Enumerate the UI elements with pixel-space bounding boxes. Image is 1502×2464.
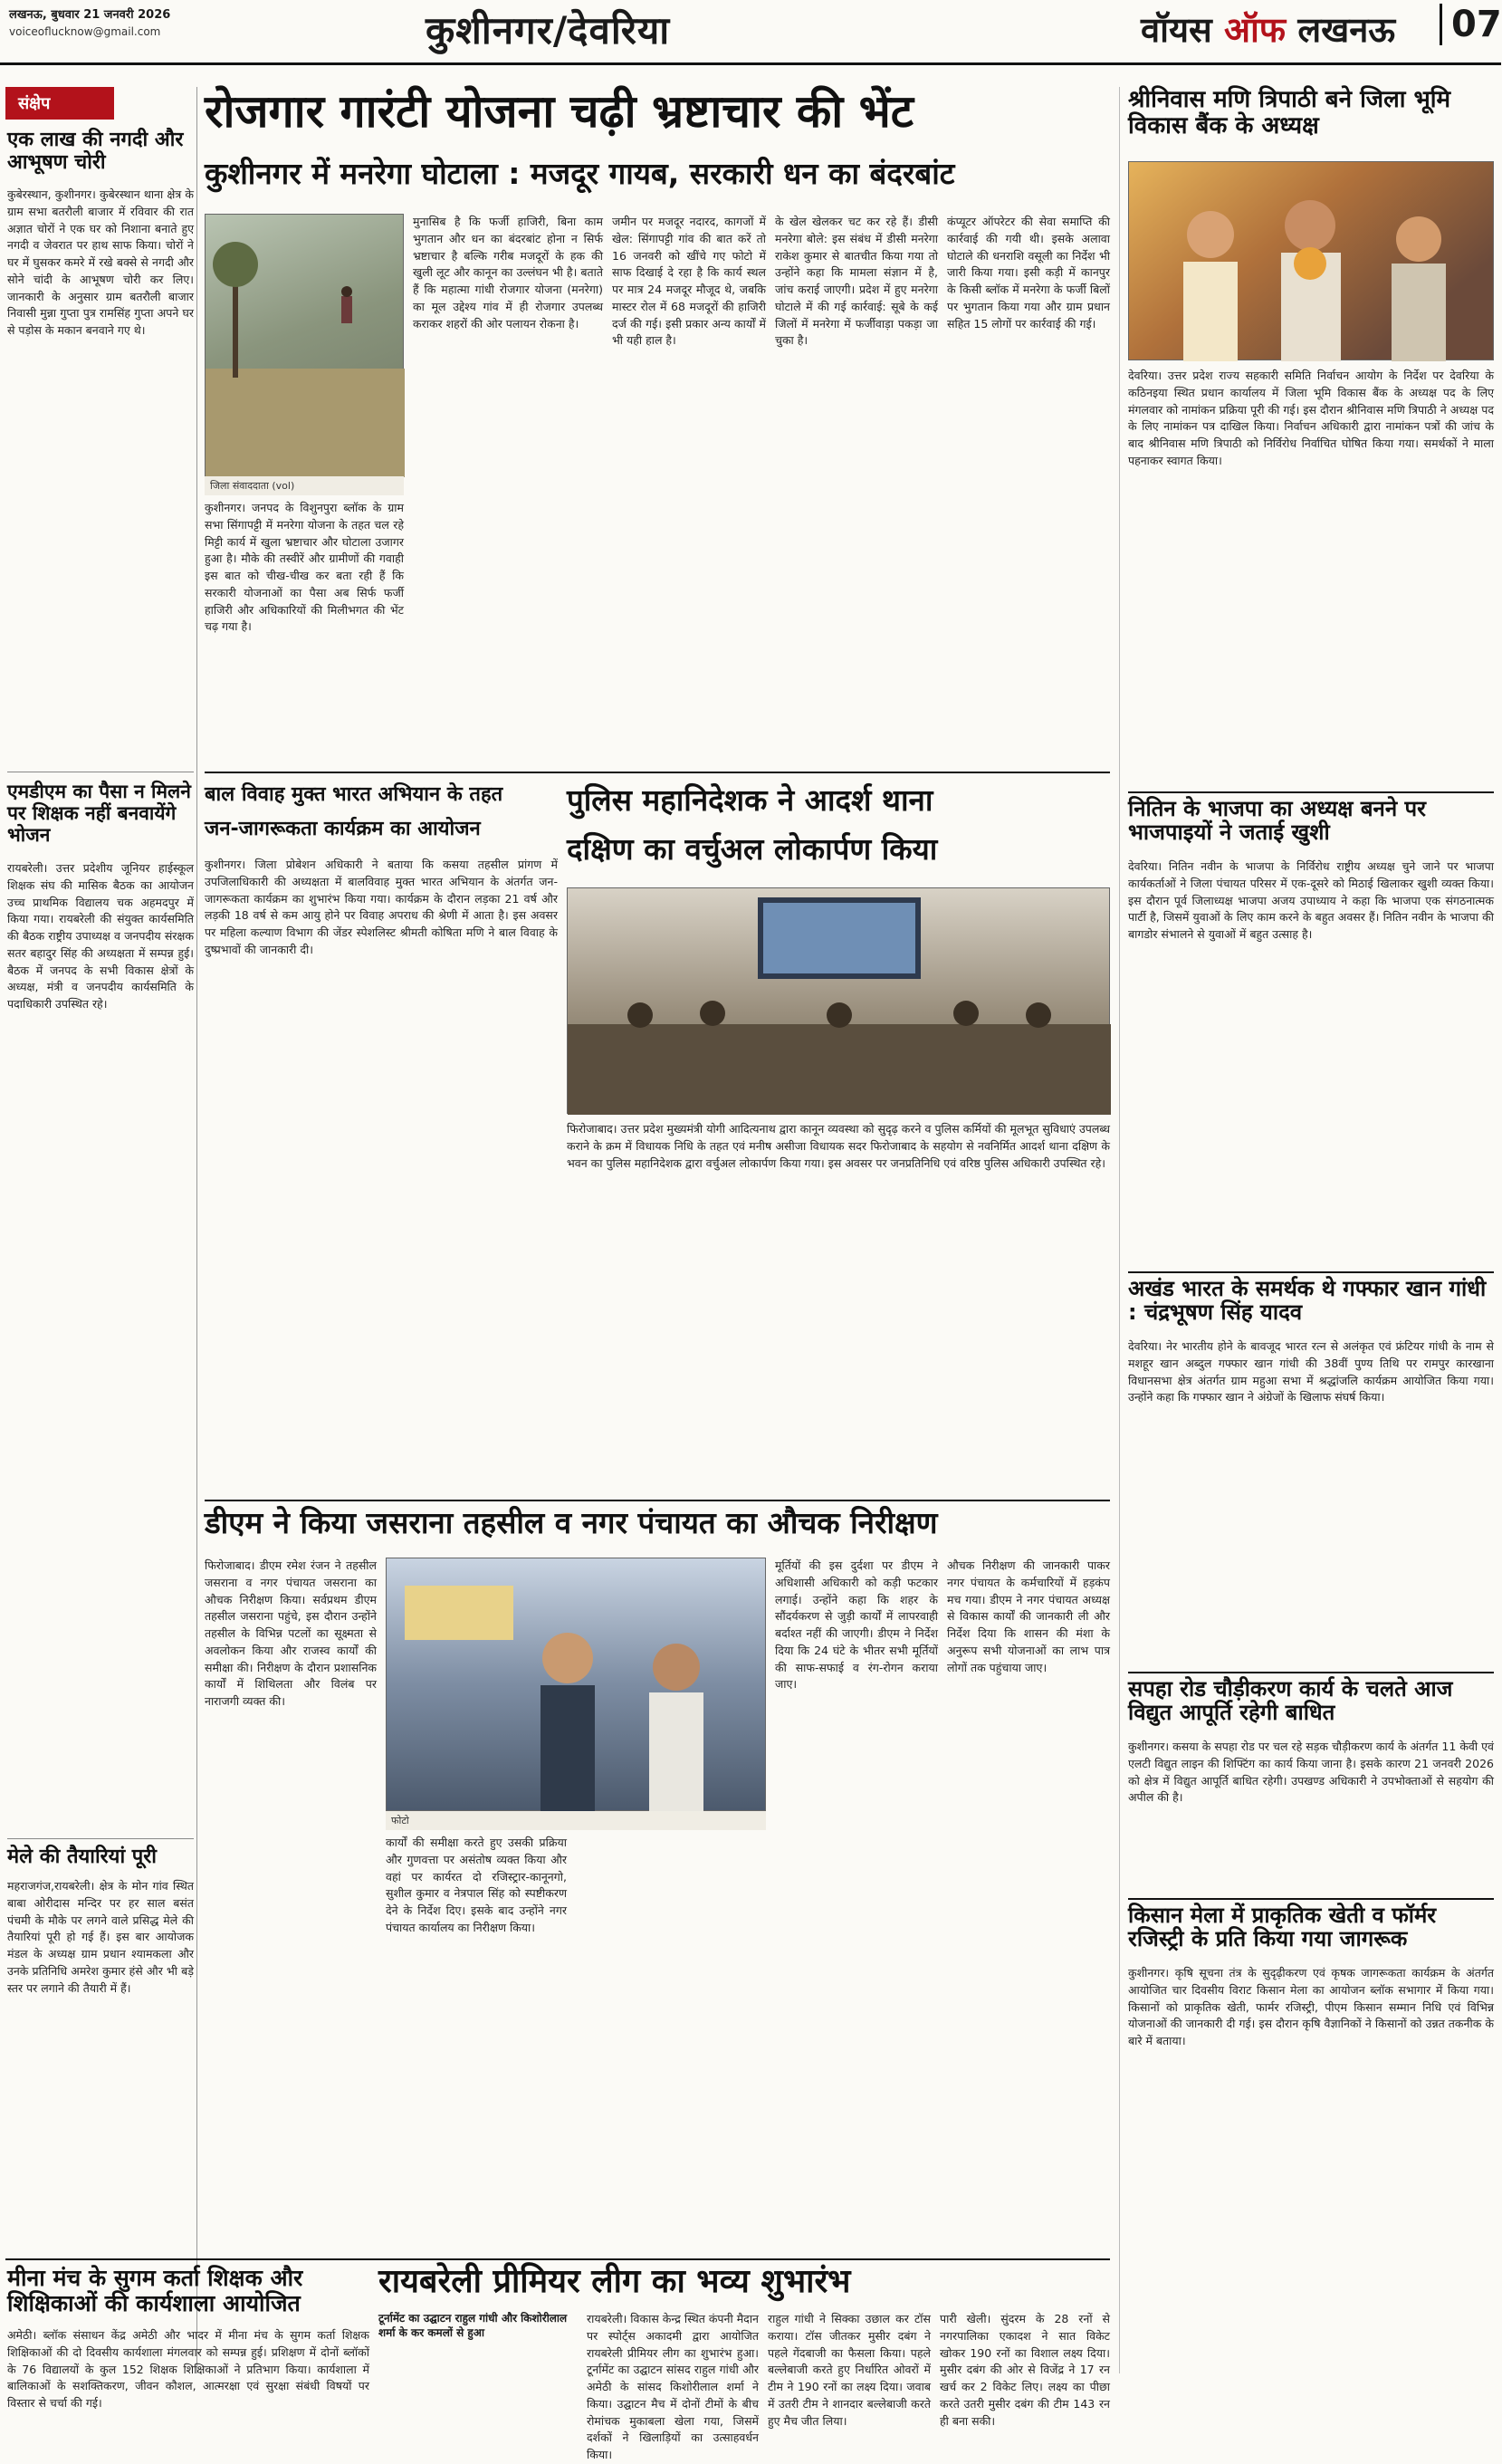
divider	[7, 1838, 194, 1839]
issue-date: लखनऊ, बुधवार 21 जनवरी 2026	[9, 8, 171, 22]
inspection-photo	[387, 1558, 767, 1812]
contact-email[interactable]: voiceoflucknow@gmail.com	[9, 25, 161, 38]
child-marriage-headline-2: जन-जागरूकता कार्यक्रम का आयोजन	[205, 818, 481, 840]
lead-photo	[205, 214, 404, 476]
league-headline: रायबरेली प्रीमियर लीग का भव्य शुभारंभ	[378, 2263, 851, 2300]
section-rule	[205, 772, 1110, 773]
brief-2-title: एमडीएम का पैसा न मिलने पर शिक्षक नहीं बनवायेंगे भोजन	[7, 781, 191, 847]
lead-col-3: जमीन पर मजदूर नदारद, कागजों में खेल: सिंगापट्टी गांव की बात करें तो 16 जनवरी को खींचे गए फोटो में साफ दिखाई दे रहा है कि कार्य स्थल पर मात्र 24 मजदूर मौजूद थे, जबकि मास्टर रोल में 68 मजदूरों की हाजिरी दर्ज की गई। इसी प्रकार अन्य कार्यों में भी यही हाल है।	[612, 215, 766, 348]
divider	[1128, 1898, 1494, 1900]
brief-1-body: कुबेरस्थान, कुशीनगर। कुबेरस्थान थाना क्षेत्र के ग्राम सभा बतरौली बाजार में रविवार की रात अज्ञात चोरों ने एक घर को निशाना बनाते हुए नगदी व जेवरात पर हाथ साफ किया। चोरों ने घर में घुसकर कमरे में रखे बक्से से नगदी और सोने चांदी के आभूषण चोरी कर लिए। जानकारी के अनुसार ग्राम बतरौली बाजार निवासी मुन्ना गुप्ता पुत्र रामसिंह गुप्ता अपने घर से पड़ोस के मकान बनवाने गए थे।	[7, 187, 194, 337]
divider	[1128, 1271, 1494, 1273]
police-event-photo	[567, 887, 1110, 1114]
child-marriage-body: कुशीनगर। जिला प्रोबेशन अधिकारी ने बताया कि कसया तहसील प्रांगण में उपजिलाधिकारी की अध्यक्षता में बालविवाह मुक्त भारत अभियान के अंतर्गत जन-जागरूकता कार्यक्रम का शुभारंभ किया गया। कार्यक्रम के दौरान लड़का 21 वर्ष और लड़की 18 वर्ष से कम आयु होने पर विवाह अपराध की श्रेणी में आता है। इस अवसर पर महिला कल्याण विभाग की जेंडर स्पेशलिस्ट श्रीमती कोषिता मणि ने बाल विवाह के दुष्प्रभावों की जानकारी दी।	[205, 858, 558, 956]
brief-2-body: रायबरेली। उत्तर प्रदेशीय जूनियर हाईस्कूल शिक्षक संघ की मासिक बैठक का आयोजन उच्च प्राथमिक विद्यालय चक अहमदपुर में किया गया। रायबरेली की संयुक्त कार्यसमिति की बैठक राष्ट्रीय उपाध्यक्ष व जनपदीय संरक्षक सतर बहादुर सिंह की अध्यक्षता में सम्पन्न हुई। बैठक में जनपद के सभी विकास क्षेत्रों के अध्यक्ष, मंत्री व जनपदीय कार्यसमिति के पदाधिकारी उपस्थित रहे।	[7, 861, 194, 1011]
page-number: 07	[1440, 4, 1502, 45]
section-rule	[5, 2258, 1110, 2260]
right-top-photo	[1128, 161, 1494, 360]
felicitation-photo	[1129, 162, 1495, 361]
right-top-headline: श्रीनिवास मणि त्रिपाठी बने जिला भूमि विकास बैंक के अध्यक्ष	[1128, 86, 1451, 139]
workshop-body: अमेठी। ब्लॉक संसाधन केंद्र अमेठी और भादर में मीना मंच के सुगम कर्ता शिक्षक शिक्षिकाओं की दो दिवसीय कार्यशाला मंगलवार को सम्पन्न हुई। प्रशिक्षण में दोनों ब्लॉकों के 76 विद्यालयों के कुल 152 शिक्षक शिक्षिकाओं ने प्रतिभाग किया। कार्यशाला में बालिकाओं के सशक्तिकरण, जीवन कौशल, आत्मरक्षा एवं सुरक्षा संबंधी विषयों पर विस्तार से चर्चा की गई।	[7, 2328, 369, 2410]
brand-word-2: ऑफ	[1223, 10, 1287, 50]
right-khan-body: देवरिया। नेर भारतीय होने के बावजूद भारत रत्न से अलंकृत एवं फ्रंटियर गांधी के नाम से मशहूर खान अब्दुल गफ्फार खान गांधी की 38वीं पुण्य तिथि पर रामपुर कारखाना विधानसभा क्षेत्र अंतर्गत ग्राम महुआ सभा में श्रद्धांजलि कार्यक्रम आयोजित किया गया। उन्होंने कहा कि गफ्फार खान ने अंग्रेजों के खिलाफ संघर्ष किया।	[1128, 1339, 1494, 1405]
right-column-divider	[1119, 87, 1120, 2373]
right-kisan-headline: किसान मेला में प्राकृतिक खेती व फॉर्मर रजिस्ट्री के प्रति किया गया जागरूक	[1128, 1903, 1437, 1952]
police-headline-2: दक्षिण का वर्चुअल लोकार्पण किया	[567, 831, 938, 867]
dm-body-2: कार्यों की समीक्षा करते हुए उसकी प्रक्रिया और गुणवत्ता पर असंतोष व्यक्त किया और वहां पर कार्यरत दो रजिस्ट्रार-कानूनगो, सुशील कुमार व नेत्रपाल सिंह को स्पष्टीकरण देने के निर्देश दिए। इसके बाद उन्होंने नगर पंचायत कार्यालय का निरीक्षण किया।	[386, 1836, 567, 1934]
lead-headline: रोजगार गारंटी योजना चढ़ी भ्रष्टाचार की भेंट	[205, 85, 914, 138]
briefs-label: संक्षेप	[5, 87, 114, 120]
league-kicker: टूर्नामेंट का उद्घाटन राहुल गांधी और किशोरीलाल शर्मा के कर कमलों से हुआ	[378, 2312, 568, 2340]
lead-col-5: कंप्यूटर ऑपरेटर की सेवा समाप्ति की कार्रवाई की गयी थी। इसके अलावा घोटाले की धनराशि वसूली का निर्देश भी जारी किया गया। इसी कड़ी में कानपुर के किसी ब्लॉक में मनरेगा के फर्जी बिलाें पर भुगतान किया गया और ग्राम प्रधान सहित 15 लोगों पर कार्रवाई की गई।	[947, 215, 1110, 331]
right-road-headline: सपहा रोड चौड़ीकरण कार्य के चलते आज विद्युत आपूर्ति रहेगी बाधित	[1128, 1676, 1453, 1726]
lead-col-2: मुनासिब है कि फर्जी हाजिरी, बिना काम भुगतान और धन का बंदरबांट होना न सिर्फ भ्रष्टाचार है बल्कि गरीब मजदूरों के हक की खुली लूट और कानून का उल्लंघन भी है। बताते हैं कि महात्मा गांधी रोजगार योजना (मनरेगा) का मूल उद्देश्य गांव में ही रोजगार उपलब्ध कराकर शहरों की ओर पलायन रोकना है।	[413, 215, 603, 331]
police-body: फिरोजाबाद। उत्तर प्रदेश मुख्यमंत्री योगी आदित्यनाथ द्वारा कानून व्यवस्था को सुदृढ़ करने व पुलिस कर्मियों की मूलभूत सुविधाएं उपलब्ध कराने के क्रम में विधायक निधि के तहत एवं मनीष असीजा विधायक सदर फिरोजाबाद के सहयोग से नवनिर्मित आदर्श थाना दक्षिण के भवन का पुलिस महानिदेशक द्वारा वर्चुअल लोकार्पण किया गया। इस अवसर पर जनप्रतिनिधि एवं वरिष्ठ पुलिस अधिकारी उपस्थित रहे।	[567, 1122, 1110, 1170]
league-body-2: राहुल गांधी ने सिक्का उछाल कर टॉस कराया। टॉस जीतकर मुसीर दबंग ने पहले गेंदबाजी का फैसला किया। पहले बल्लेबाजी करते हुए निर्धारित ओवरों में टीम ने 190 रनों का लक्ष्य दिया। जवाब में उतरी टीम ने शानदार बल्लेबाजी करते हुए मैच जीत लिया।	[768, 2312, 931, 2428]
dm-inspection-headline: डीएम ने किया जसराना तहसील व नगर पंचायत का औचक निरीक्षण	[205, 1505, 938, 1540]
right-mid-headline: नितिन के भाजपा का अध्यक्ष बनने पर भाजपाइयों ने जताई खुशी	[1128, 796, 1426, 846]
lead-photo-caption: जिला संवाददाता (vol)	[205, 476, 404, 495]
lead-subhead: कुशीनगर में मनरेगा घोटाला : मजदूर गायब, सरकारी धन का बंदरबांट	[205, 156, 955, 191]
child-marriage-headline-1: बाल विवाह मुक्त भारत अभियान के तहत	[205, 783, 503, 806]
brief-3-title: मेले की तैयारियां पूरी	[7, 1846, 157, 1868]
dm-body-4: औचक निरीक्षण की जानकारी पाकर नगर पंचायत के कर्मचारियों में हड़कंप मच गया। डीएम ने नगर पंचायत अध्यक्ष से विकास कार्यों की जानकारी ली और निर्देश दिया कि शासन की मंशा के अनुरूप सभी योजनाओं का लाभ पात्र लोगों तक पहुंचाया जाए।	[947, 1558, 1110, 1674]
lead-col-4: के खेल खेलकर चट कर रहे हैं। डीसी मनरेगा बोले: इस संबंध में डीसी मनरेगा राकेश कुमार से बातचीत किया गया तो उन्होंने कहा कि मामला संज्ञान में है, जांच कराई जाएगी। प्रदेश में हुए मनरेगा घोटाले में की गई कार्रवाई: सूबे के कई जिलों में मनरेगा में फर्जीवाड़ा पकड़ा जा चुका है।	[775, 215, 938, 348]
brand-word-1: वॉयस	[1141, 10, 1212, 50]
dm-photo	[386, 1558, 766, 1811]
league-body-1: रायबरेली। विकास केन्द्र स्थित कंपनी मैदान पर स्पोर्ट्स अकादमी द्वारा आयोजित रायबरेली प्रीमियर लीग का शुभारंभ हुआ। टूर्नामेंट का उद्घाटन सांसद राहुल गांधी और अमेठी के सांसद किशोरीलाल शर्मा ने किया। उद्घाटन मैच में दोनों टीमों के बीच रोमांचक मुकाबला खेला गया, जिसमें दर्शकों ने खिलाड़ियों का उत्साहवर्धन किया।	[587, 2312, 759, 2461]
divider	[1128, 791, 1494, 793]
brand-word-3: लखनऊ	[1297, 10, 1396, 50]
police-headline-1: पुलिस महानिदेशक ने आदर्श थाना	[567, 782, 933, 818]
section-title: कुशीनगर/देवरिया	[426, 8, 671, 53]
right-road-body: कुशीनगर। कसया के सपहा रोड पर चल रहे सड़क चौड़ीकरण कार्य के अंतर्गत 11 केवी एवं एलटी विद्युत लाइन की शिफ्टिंग का कार्य किया जाना है। इसके कारण 21 जनवरी 2026 को क्षेत्र में विद्युत आपूर्ति बाधित रहेगी। उपखण्ड अधिकारी ने उपभोक्ताओं से सहयोग की अपील की है।	[1128, 1740, 1494, 1805]
dm-body-1: फिरोजाबाद। डीएम रमेश रंजन ने तहसील जसराना व नगर पंचायत जसराना का औचक निरीक्षण किया। सर्वप्रथम डीएम तहसील जसराना पहुंचे, इस दौरान उन्होंने तहसील के विभिन्न पटलों का सूक्ष्मता से अवलोकन किया और राजस्व कार्यों की समीक्षा की। निरीक्षण के दौरान प्रशासनिक कार्यों में शिथिलता और विलंब पर नाराजगी व्यक्त की।	[205, 1558, 377, 1708]
right-khan-headline: अखंड भारत के समर्थक थे गफ्फार खान गांधी : चंद्रभूषण सिंह यादव	[1128, 1276, 1487, 1326]
brief-3-body: महराजगंज,रायबरेली। क्षेत्र के मोन गांव स्थित बाबा ओरीदास मन्दिर पर हर साल बसंत पंचमी के मौके पर लगने वाले प्रसिद्ध मेले की तैयारियां पूरी हो गई हैं। इस बार आयोजक मंडल के अध्यक्ष ग्राम प्रधान श्यामकला और उनके प्रतिनिधि अमरेश कुमार हंसे और भी बड़े स्तर पर लगाने की तैयारी में हैं।	[7, 1879, 194, 1995]
right-mid-body: देवरिया। नितिन नवीन के भाजपा के निर्विरोध राष्ट्रीय अध्यक्ष चुने जाने पर भाजपा कार्यकर्ताओं ने जिला पंचायत परिसर में एक-दूसरे को मिठाई खिलाकर खुशी व्यक्त किया। इस दौरान पूर्व जिलाध्यक्ष भाजपा अजय उपाध्याय ने कहा कि भाजपा एक संगठनात्मक पार्टी है, जिसमें युवाओं के लिए काम करने के बहुत अवसर हैं। नितिन नवीन के भाजपा की बागडोर संभालने से युवाओं में बहुत उत्साह है।	[1128, 859, 1494, 941]
league-body-3: पारी खेली। सुंदरम के 28 रनों से नगरपालिका एकादश ने सात विकेट खोकर 190 रनों का विशाल लक्ष्य दिया। मुसीर दबंग की ओर से विजेंद्र ने 17 रन खर्च कर 2 विकेट लिए। लक्ष्य का पीछा करते उतरी मुसीर दबंग की टीम 143 रन ही बना सकी।	[940, 2312, 1110, 2428]
field-work-illustration	[206, 215, 405, 477]
right-top-body: देवरिया। उत्तर प्रदेश राज्य सहकारी समिति निर्वाचन आयोग के निर्देश पर देवरिया के कठिनइया स्थित प्रधान कार्यालय में जिला भूमि विकास बैंक के अध्यक्ष पद के लिए मंगलवार को नामांकन प्रक्रिया पूरी की गई। इस दौरान श्रीनिवास मणि त्रिपाठी ने अध्यक्ष पद के लिए नामांकन पत्र दाखिल किया। निर्वाचन अधिकारी द्वारा नामांकन पत्रों की जांच के बाद श्रीनिवास मणि त्रिपाठी को निर्विरोध निर्वाचित घोषित किया गया। समर्थकों ने माला पहनाकर स्वागत किया।	[1128, 369, 1494, 467]
virtual-inauguration-photo	[568, 888, 1111, 1115]
divider	[1128, 1672, 1494, 1673]
dm-body-3: मूर्तियों की इस दुर्दशा पर डीएम ने अधिशासी अधिकारी को कड़ी फटकार लगाई। उन्होंने कहा कि शहर के सौंदर्यकरण से जुड़ी कार्यों में लापरवाही बर्दाश्त नहीं की जाएगी। डीएम ने निर्देश दिया कि 24 घंटे के भीतर सभी मूर्तियों की साफ-सफाई व रंग-रोगन कराया जाए।	[775, 1558, 938, 1692]
brief-1-title: एक लाख की नगदी और आभूषण चोरी	[7, 129, 184, 175]
newspaper-brand	[1141, 5, 1395, 53]
lead-col-1: कुशीनगर। जनपद के विशुनपुरा ब्लॉक के ग्राम सभा सिंगापट्टी में मनरेगा योजना के तहत चल रहे मिट्टी कार्य में खुला भ्रष्टाचार और घोटाला उजागर हुआ है। मौके की तस्वीरें और ग्रामीणों की गवाही इस बात को चीख-चीख कर बता रही हैं कि सरकारी योजनाओं का पैसा अब सिर्फ फर्जी हाजिरी और अधिकारियों की मिलीभगत की भेंट चढ़ गया है।	[205, 501, 404, 634]
dm-photo-caption: फोटो	[386, 1811, 766, 1830]
workshop-headline: मीना मंच के सुगम कर्ता शिक्षक और शिक्षिकाओं की कार्यशाला आयोजित	[7, 2265, 303, 2316]
section-rule	[205, 1500, 1110, 1501]
right-kisan-body: कुशीनगर। कृषि सूचना तंत्र के सुदृढ़ीकरण एवं कृषक जागरूकता कार्यक्रम के अंतर्गत आयोजित चार दिवसीय विराट किसान मेला का आयोजन ब्लॉक सभागार में किया गया। किसानों को प्राकृतिक खेती, फार्मर रजिस्ट्री, पीएम किसान सम्मान निधि एवं विभिन्न योजनाओं की जानकारी दी गई। इस दौरान कृषि वैज्ञानिकों ने किसानों को उन्नत तकनीक के बारे में बताया।	[1128, 1966, 1494, 2047]
